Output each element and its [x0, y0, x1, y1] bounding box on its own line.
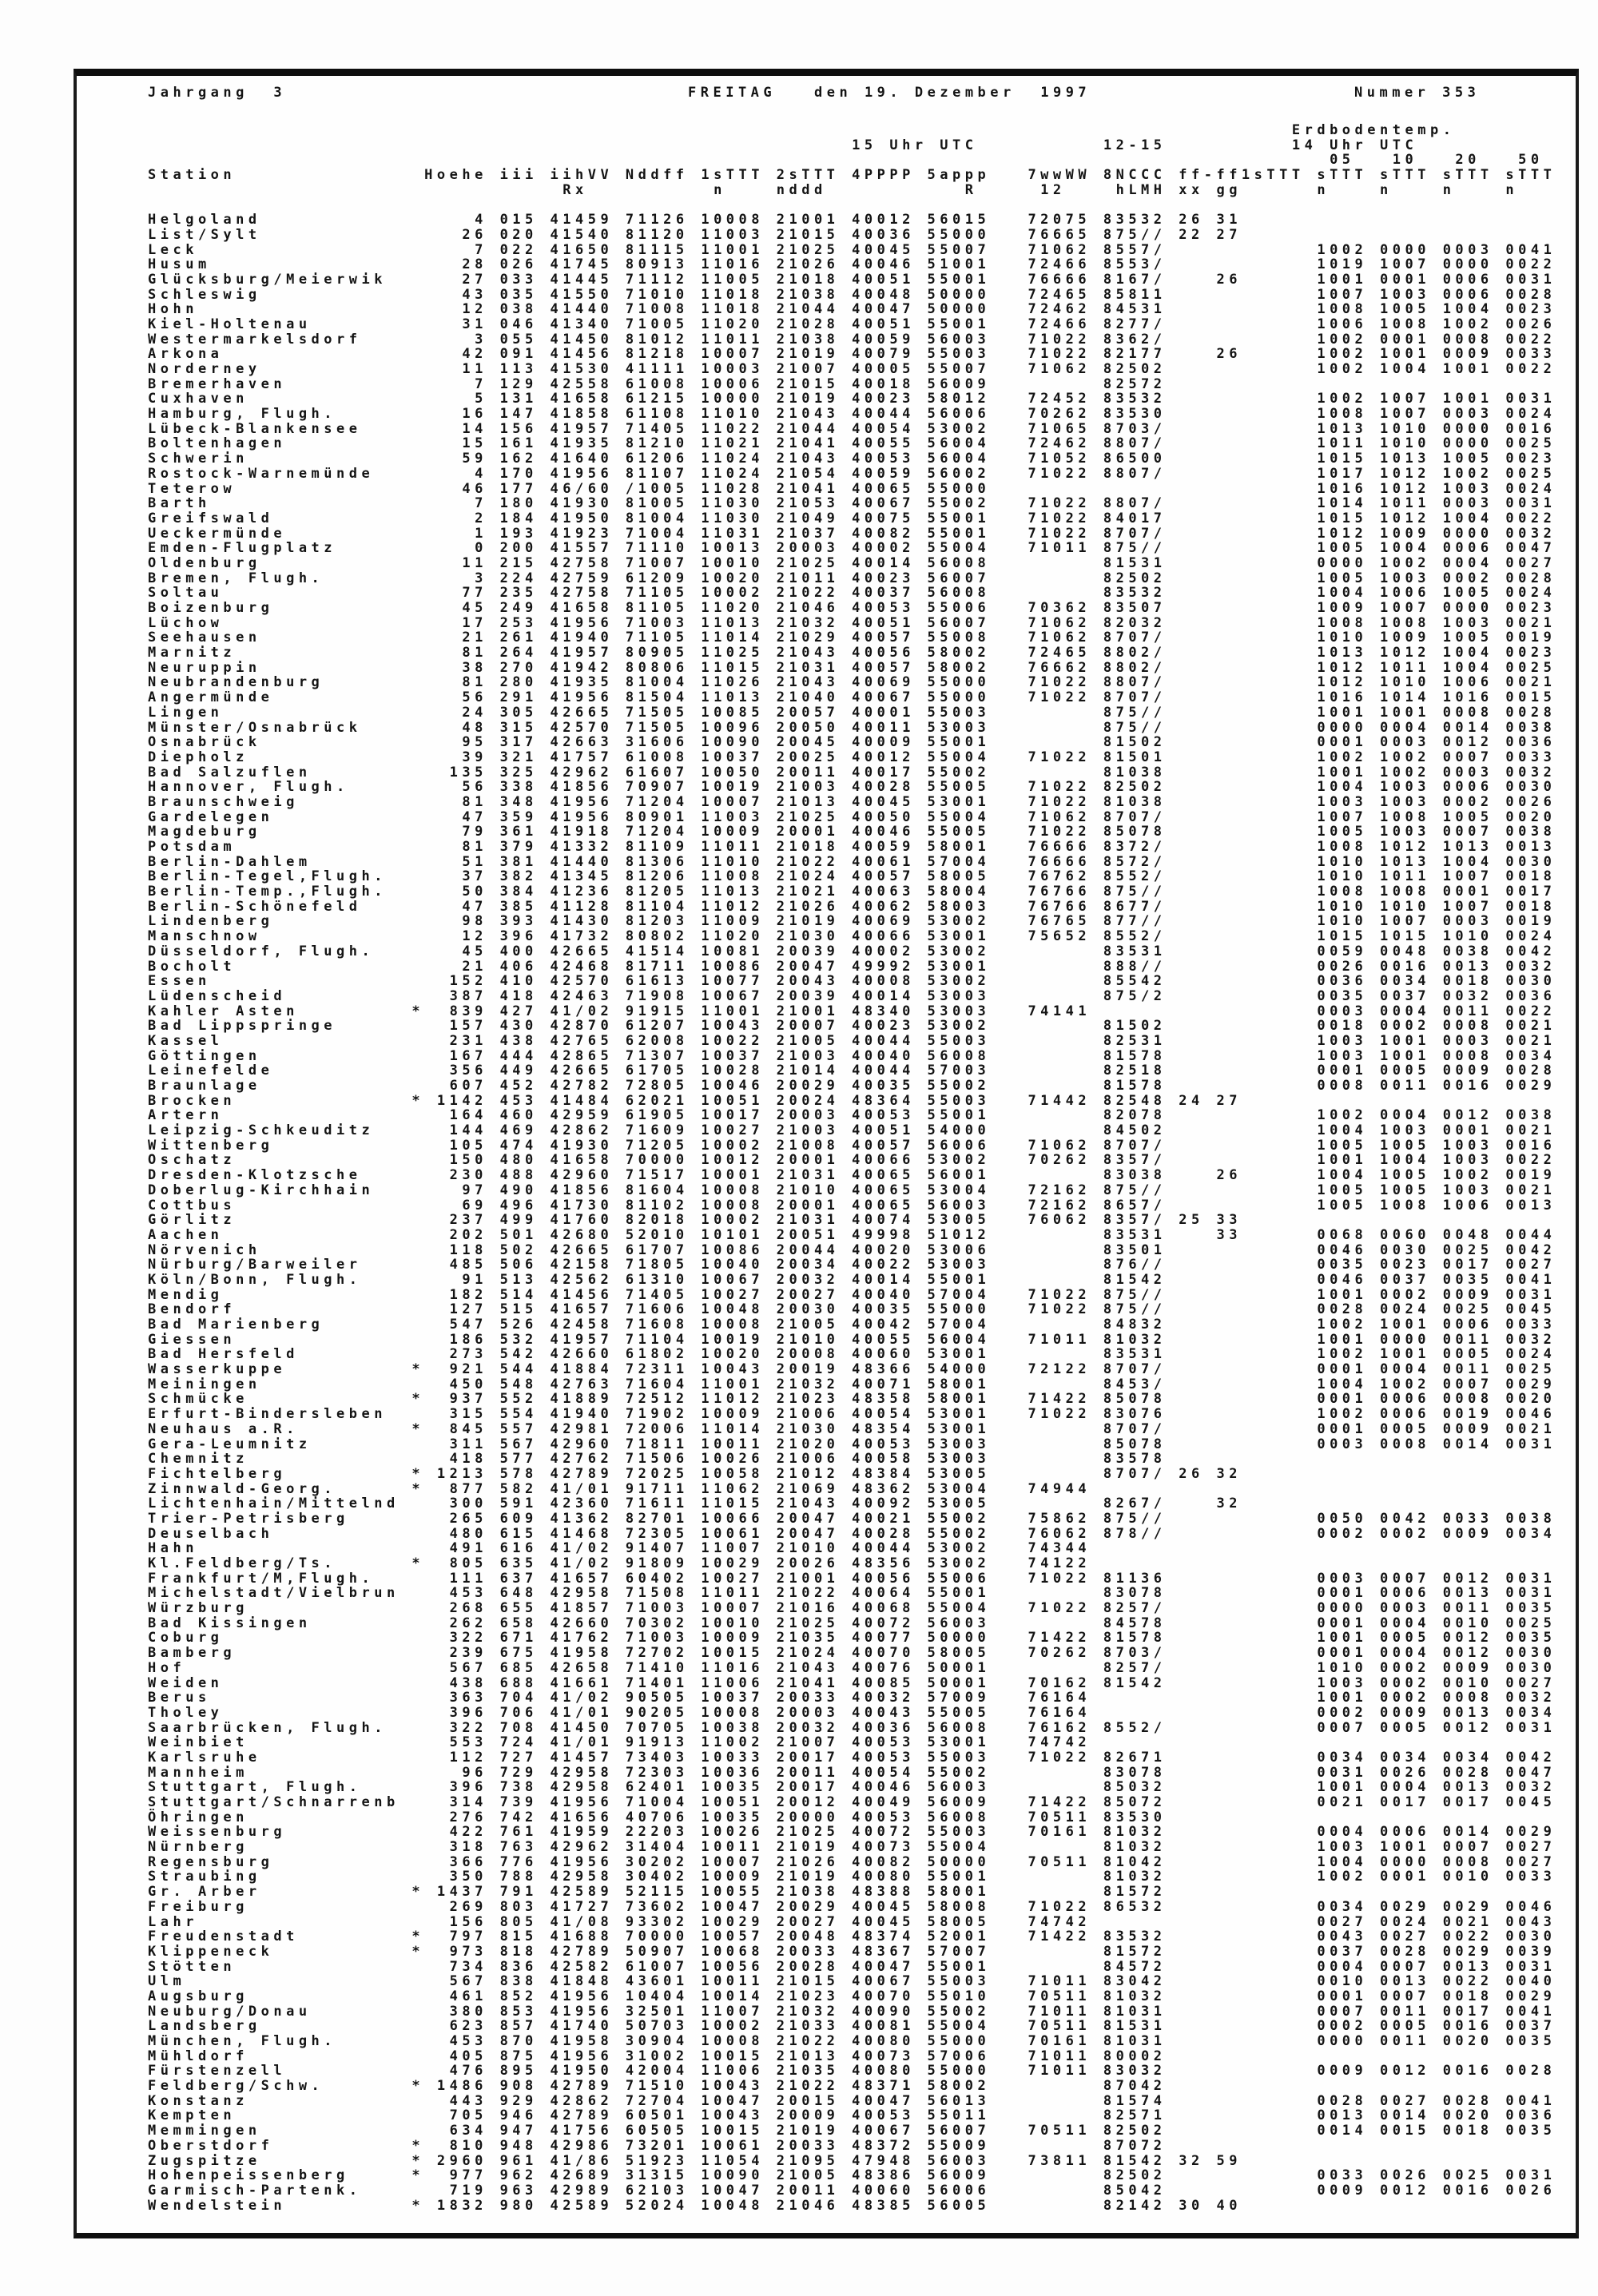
weather-bulletin-sheet	[74, 69, 1579, 2238]
weekday-label: FREITAG	[688, 85, 777, 101]
station-row: Bamberg 239 675 41958 72702 10015 21024 40070 58005 70262 8703/ 0001 0004 0012 0030	[148, 1645, 1556, 1662]
station-row: Lichtenhain/Mittelnd 300 591 42360 71611 11015 21043 40092 53005 8267/ 32	[148, 1496, 1242, 1512]
station-row: Nürburg/Barweiler 485 506 42158 71805 10040 20034 40022 53003 876// 0035 0023 0017 0027	[148, 1257, 1556, 1273]
spacer-row	[148, 197, 1556, 213]
station-row: Bocholt 21 406 42468 81711 10086 20047 49992 53001 888// 0026 0016 0013 0032	[148, 958, 1556, 975]
station-row: Marnitz 81 264 41957 80905 11025 21043 40056 58002 72465 8802/ 1013 1012 1004 0023	[148, 645, 1556, 661]
station-row: Angermünde 56 291 41956 81504 11013 21040 40067 55000 71022 8707/ 1016 1014 1016 0015	[148, 689, 1556, 706]
station-row: Ueckermünde 1 193 41923 71004 11031 21037 40082 55001 71022 8707/ 1012 1009 0000 0032	[148, 525, 1556, 542]
station-row: Würzburg 268 655 41857 71003 10007 21016 40068 55004 71022 8257/ 0000 0003 0011 0035	[148, 1600, 1556, 1617]
station-row: Neuhaus a.R. * 845 557 42981 72006 11014 21030 48354 53001 8707/ 0001 0005 0009 0021	[148, 1420, 1556, 1437]
station-row: Berus 363 704 41/02 90505 10037 20033 40032 57009 76164 1001 0002 0008 0032	[148, 1690, 1556, 1706]
station-row: Manschnow 12 396 41732 80802 11020 21030 40066 53001 75652 8552/ 1015 1015 1010 0024	[148, 928, 1556, 945]
masthead	[148, 85, 1586, 103]
station-row: Fichtelberg * 1213 578 42789 72025 10058 21012 48384 53005 8707/ 26 32	[148, 1465, 1242, 1482]
station-row: Gera-Leumnitz 311 567 42960 71811 10011 21020 40053 53003 85078 0003 0008 0014 0031	[148, 1436, 1556, 1452]
station-row: Artern 164 460 42959 61905 10017 20003 40053 55001 82078 1002 0004 0012 0038	[148, 1107, 1556, 1124]
station-row: Nürnberg 318 763 42962 31404 10011 21019 40073 55004 81032 1003 1001 0007 0027	[148, 1839, 1556, 1856]
station-row: Wittenberg 105 474 41930 71205 10002 21008 40057 56006 71062 8707/ 1005 1005 1003 0016	[148, 1137, 1556, 1154]
station-row: Teterow 46 177 46/60 /1005 11028 21041 40065 55000 1016 1012 1003 0024	[148, 480, 1556, 497]
station-row: Boizenburg 45 249 41658 81105 11020 21046 40053 55006 70362 83507 1009 1007 0000 0023	[148, 600, 1556, 616]
station-row: Düsseldorf, Flugh. 45 400 42665 41514 10081 20039 40002 53002 83531 0059 0048 0038 0042	[148, 943, 1556, 959]
station-row: Braunschweig 81 348 41956 71204 10007 21013 40045 53001 71022 81038 1003 1003 0002 0026	[148, 793, 1556, 810]
station-row: Hahn 491 616 41/02 91407 11007 21010 40044 53002 74344	[148, 1540, 1091, 1557]
station-row: Fürstenzell 476 895 41950 42004 11006 21035 40080 55000 71011 83032 0009 0012 0016 0028	[148, 2063, 1556, 2080]
station-row: Bad Hersfeld 273 542 42660 61802 10020 20008 40060 53001 83531 1002 1001 0005 0024	[148, 1346, 1556, 1363]
column-subheader-row: Rx n nddd R 12 hLMH xx gg n n n n	[148, 181, 1519, 198]
station-row: Feldberg/Schw. * 1486 908 42789 71510 10043 21022 48371 58002 87042	[148, 2078, 1167, 2095]
station-row: Helgoland 4 015 41459 71126 10008 21001 40012 56015 72075 83532 26 31	[148, 212, 1242, 228]
station-row: Cuxhaven 5 131 41658 61215 10000 21019 40023 58012 72452 83532 1002 1007 1001 0031	[148, 391, 1556, 407]
station-row: Oldenburg 11 215 42758 71007 10010 21025 40014 56008 81531 0000 1002 0004 0027	[148, 554, 1556, 571]
station-row: Hohenpeissenberg * 977 962 42689 31315 10090 21005 48386 56009 82502 0033 0026 0025 0031	[148, 2167, 1556, 2184]
station-row: Osnabrück 95 317 42663 31606 10090 20045 40009 55001 81502 0001 0003 0012 0036	[148, 734, 1556, 751]
station-row: Lingen 24 305 42665 71505 10085 20057 40001 55003 875// 1001 1001 0008 0028	[148, 704, 1556, 721]
station-row: Göttingen 167 444 42865 71307 10037 21003 40040 56008 81578 1003 1001 0008 0034	[148, 1047, 1556, 1064]
station-row: Neuburg/Donau 380 853 41956 32501 11007 21032 40090 55002 71011 81031 0007 0011 0017 0041	[148, 2003, 1556, 2020]
station-row: München, Flugh. 453 870 41958 30904 10008 21022 40080 55000 70161 81031 0000 0011 0020 0035	[148, 2033, 1556, 2049]
station-row: Neubrandenburg 81 280 41935 81004 11026 21043 40069 55000 71022 8807/ 1012 1010 1006 0021	[148, 674, 1556, 691]
station-row: Hamburg, Flugh. 16 147 41858 61108 11010 21043 40044 56006 70262 83530 1008 1007 0003 0024	[148, 406, 1556, 423]
station-row: Deuselbach 480 615 41468 72305 10061 20047 40028 55002 76062 878// 0002 0002 0009 0034	[148, 1525, 1556, 1542]
station-row: Gr. Arber * 1437 791 42589 52115 10055 21038 48388 58001 81572	[148, 1884, 1167, 1901]
station-row: Freiburg 269 803 41727 73602 10047 20029 40045 58008 71022 86532 0034 0029 0029 0046	[148, 1898, 1556, 1915]
station-row: Wasserkuppe * 921 544 41884 72311 10043 20019 48366 54000 72122 8707/ 0001 0004 0011 0025	[148, 1361, 1556, 1378]
station-row: Hof 567 685 42658 71410 11016 21043 40076 50001 8257/ 1010 0002 0009 0030	[148, 1659, 1556, 1676]
station-row: Berlin-Tegel,Flugh. 37 382 41345 81206 11008 21024 40057 58005 76762 8552/ 1010 1011 1007 0018	[148, 868, 1556, 885]
station-row: Karlsruhe 112 727 41457 73403 10033 20017 40053 55003 71022 82671 0034 0034 0034 0042	[148, 1749, 1556, 1766]
station-row: Augsburg 461 852 41956 10404 10014 21023 40070 55010 70511 81032 0001 0007 0018 0029	[148, 1988, 1556, 2004]
station-row: Bad Kissingen 262 658 42660 70302 10010 21025 40072 56003 84578 0001 0004 0010 0025	[148, 1615, 1556, 1631]
station-row: Hannover, Flugh. 56 338 41856 70907 10019 21003 40028 55005 71022 82502 1004 1003 0006 0030	[148, 779, 1556, 796]
station-row: Dresden-Klotzsche 230 488 42960 71517 10001 21031 40065 56001 83038 26 1004 1005 1002 0019	[148, 1167, 1556, 1184]
station-row: Memmingen 634 947 41756 60505 10015 21019 40067 56007 70511 82502 0014 0015 0018 0035	[148, 2123, 1556, 2139]
station-row: Weiden 438 688 41661 71401 11006 21041 40085 50001 70162 81542 1003 0002 0010 0027	[148, 1674, 1556, 1691]
station-row: Leinefelde 356 449 42665 61705 10028 21014 40044 57003 82518 0001 0005 0009 0028	[148, 1063, 1556, 1079]
station-row: Lahr 156 805 41/08 93302 10029 20027 40045 58005 74742 0027 0024 0021 0043	[148, 1913, 1556, 1930]
station-row: Görlitz 237 499 41760 82018 10002 21031 40074 53005 76062 8357/ 25 33	[148, 1212, 1242, 1229]
station-row: Wendelstein * 1832 980 42589 52024 10048 21046 48385 56005 82142 30 40	[148, 2197, 1242, 2214]
station-row: Arkona 42 091 41456 81218 10007 21019 40079 55003 71022 82177 26 1002 1001 0009 0033	[148, 346, 1556, 363]
station-row: Kiel-Holtenau 31 046 41340 71005 11020 21028 40051 55001 72466 8277/ 1006 1008 1002 0026	[148, 316, 1556, 332]
date-label: den 19. Dezember 1997	[814, 85, 1091, 101]
station-row: Landsberg 623 857 41740 50703 10002 21033 40081 55004 70511 81531 0002 0005 0016 0037	[148, 2018, 1556, 2035]
station-row: Hohn 12 038 41440 71008 11018 21044 40047 50000 72462 84531 1008 1005 1004 0023	[148, 301, 1556, 318]
station-row: Chemnitz 418 577 42762 71506 10026 21006 40058 53003 83578	[148, 1451, 1167, 1468]
station-row: Mendig 182 514 41456 71405 10027 20027 40040 57004 71022 875// 1001 0002 0009 0031	[148, 1286, 1556, 1303]
station-row: Magdeburg 79 361 41918 71204 10009 20001 40046 55005 71022 85078 1005 1003 0007 0038	[148, 824, 1556, 840]
station-row: Braunlage 607 452 42782 72805 10046 20029 40035 55002 81578 0008 0011 0016 0029	[148, 1078, 1556, 1094]
station-row: Trier-Petrisberg 265 609 41362 82701 10066 20047 40021 55002 75862 875// 0050 0042 0033 0038	[148, 1510, 1556, 1527]
station-row: Brocken * 1142 453 41484 62021 10051 20024 48364 55003 71442 82548 24 27	[148, 1092, 1242, 1109]
station-row: Lüchow 17 253 41956 71003 11013 21032 40051 56007 71062 82032 1008 1008 1003 0021	[148, 614, 1556, 631]
station-row: Zugspitze * 2960 961 41/86 51923 11054 21095 47948 56003 73811 81542 32 59	[148, 2152, 1242, 2169]
station-row: Öhringen 276 742 41656 40706 10035 20000 40053 56008 70511 83530	[148, 1809, 1167, 1825]
station-row: Giessen 186 532 41957 71104 10019 21010 40055 56004 71011 81032 1001 0000 0011 0032	[148, 1331, 1556, 1348]
column-header-row: Station Hoehe iii iihVV Nddff 1sTTT 2sTTT 4PPPP 5appp 7wwWW 8NCCC ff-ff1sTTT sTTT sTTT sTTT sTTT	[148, 167, 1556, 184]
station-row: Stuttgart, Flugh. 396 738 42958 62401 10035 20017 40046 56003 85032 1001 0004 0013 0032	[148, 1779, 1556, 1796]
station-row: Seehausen 21 261 41940 71105 11014 21029 40057 55008 71062 8707/ 1010 1009 1005 0019	[148, 630, 1556, 646]
station-row: Norderney 11 113 41530 41111 10003 21007 40005 55007 71062 82502 1002 1004 1001 0022	[148, 361, 1556, 377]
station-row: Aachen 202 501 42680 52010 10101 20051 49998 51012 83531 33 0068 0060 0048 0044	[148, 1226, 1556, 1243]
station-row: Klippeneck * 973 818 42789 50907 10068 20033 48367 57007 81572 0037 0028 0029 0039	[148, 1943, 1556, 1960]
station-row: Bendorf 127 515 41657 71606 10048 20030 40035 55000 71022 875// 0028 0024 0025 0045	[148, 1301, 1556, 1318]
station-row: Michelstadt/Vielbrun 453 648 42958 71508 11011 21022 40064 55001 83078 0001 0006 0013 0031	[148, 1585, 1556, 1602]
station-row: Regensburg 366 776 41956 30202 10007 21026 40082 50000 70511 81042 1004 0000 0008 0027	[148, 1853, 1556, 1870]
station-row: Lindenberg 98 393 41430 81203 11009 21019 40069 53002 76765 877// 1010 1007 0003 0019	[148, 913, 1556, 930]
station-row: Mühldorf 405 875 41956 31002 10015 21013 40073 57006 71011 80002	[148, 2048, 1167, 2064]
station-row: Zinnwald-Georg. * 877 582 41/01 91711 11062 21069 48362 53004 74944	[148, 1480, 1091, 1497]
station-row: Saarbrücken, Flugh. 322 708 41450 70705 10038 20032 40036 56008 76162 8552/ 0007 0005 0012 0031	[148, 1719, 1556, 1736]
volume-label: Jahrgang 3	[148, 85, 287, 101]
station-row: Mannheim 96 729 42958 72303 10036 20011 40054 55002 83078 0031 0026 0028 0047	[148, 1764, 1556, 1781]
station-row: Berlin-Schönefeld 47 385 41128 81104 11012 21026 40062 58003 76766 8677/ 1010 1010 1007 0018	[148, 898, 1556, 915]
station-row: Nörvenich 118 502 42665 61707 10086 20044 40020 53006 83501 0046 0030 0025 0042	[148, 1241, 1556, 1258]
station-row: Leck 7 022 41650 81115 11001 21025 40045 55007 71062 8557/ 1002 0000 0003 0041	[148, 241, 1556, 258]
station-row: Ulm 567 838 41848 43601 10011 21015 40067 55003 71011 83042 0010 0013 0022 0040	[148, 1973, 1556, 1990]
soil-depth-header-row: 05 10 20 50	[148, 152, 1544, 169]
station-row: Kl.Feldberg/Ts. * 805 635 41/02 91809 10029 20026 48356 53002 74122	[148, 1555, 1091, 1571]
station-table	[148, 123, 1556, 2213]
station-row: Neuruppin 38 270 41942 80806 11015 21031 40057 58002 76662 8802/ 1012 1011 1004 0025	[148, 659, 1556, 676]
station-row: Bad Salzuflen 135 325 42962 61607 10050 20011 40017 55002 81038 1001 1002 0003 0032	[148, 764, 1556, 781]
station-row: Bremerhaven 7 129 42558 61008 10006 21015 40018 56009 82572	[148, 375, 1167, 392]
station-row: Coburg 322 671 41762 71003 10009 21035 40077 50000 71422 81578 1001 0005 0012 0035	[148, 1630, 1556, 1647]
station-row: Greifswald 2 184 41950 81004 11030 21049 40075 55001 71022 84017 1015 1012 1004 0022	[148, 510, 1556, 526]
station-row: Berlin-Dahlem 51 381 41440 81306 11010 21022 40061 57004 76666 8572/ 1010 1013 1004 0030	[148, 853, 1556, 870]
station-row: Westermarkelsdorf 3 055 41450 81012 11011 21038 40059 56003 71022 8362/ 1002 0001 0008 0022	[148, 331, 1556, 348]
station-row: Schmücke * 937 552 41889 72512 11012 21023 48358 58001 71422 85078 0001 0006 0008 0020	[148, 1391, 1556, 1408]
station-row: Konstanz 443 929 42862 72704 10047 20015 40047 56013 81574 0028 0027 0028 0041	[148, 2092, 1556, 2109]
station-row: Bad Marienberg 547 526 42458 71608 10008 21005 40042 57004 84832 1002 1001 0006 0033	[148, 1317, 1556, 1333]
station-row: Rostock-Warnemünde 4 170 41956 81107 11024 21054 40059 56002 71022 8807/ 1017 1012 1002 0025	[148, 465, 1556, 482]
station-row: Schleswig 43 035 41550 71010 11018 21038 40048 50000 72465 85811 1007 1003 0006 0028	[148, 286, 1556, 303]
station-row: Boltenhagen 15 161 41935 81210 11021 21041 40055 56004 72462 8807/ 1011 1010 0000 0025	[148, 435, 1556, 452]
station-row: Gardelegen 47 359 41956 80901 11003 21025 40050 55004 71062 8707/ 1007 1008 1005 0020	[148, 808, 1556, 825]
station-row: Meiningen 450 548 42763 71604 11001 21032 40071 58001 8453/ 1004 1002 0007 0029	[148, 1376, 1556, 1392]
issue-number: Nummer 353	[1354, 85, 1481, 101]
station-row: Cottbus 69 496 41730 81102 10008 20001 40065 56003 72162 8657/ 1005 1008 1006 0013	[148, 1197, 1556, 1214]
station-row: Bad Lippspringe 157 430 42870 61207 10043 20007 40023 53002 81502 0018 0002 0008 0021	[148, 1018, 1556, 1035]
station-row: Garmisch-Partenk. 719 963 42989 62103 10047 20011 40060 56006 85042 0009 0012 0016 0026	[148, 2182, 1556, 2199]
station-row: Frankfurt/M,Flugh. 111 637 41657 60402 10027 21001 40056 55006 71022 81136 0003 0007 0012 0031	[148, 1570, 1556, 1587]
station-row: Erfurt-Bindersleben 315 554 41940 71902 10009 21006 40054 53001 71022 83076 1002 0006 0019 0046	[148, 1406, 1556, 1423]
station-row: Soltau 77 235 42758 71105 10002 21022 40037 56008 83532 1004 1006 1005 0024	[148, 585, 1556, 602]
station-row: Schwerin 59 162 41640 61206 11024 21043 40053 56004 71052 86500 1015 1013 1005 0023	[148, 451, 1556, 467]
station-row: Essen 152 410 42570 61613 10077 20043 40008 53002 85542 0036 0034 0018 0030	[148, 973, 1556, 990]
station-row: Münster/Osnabrück 48 315 42570 71505 10096 20050 40011 53003 875// 0000 0004 0014 0038	[148, 719, 1556, 736]
station-row: Barth 7 180 41930 81005 11030 21053 40067 55002 71022 8807/ 1014 1011 0003 0031	[148, 495, 1556, 512]
station-row: Husum 28 026 41745 80913 11016 21026 40046 51001 72466 8553/ 1019 1007 0000 0022	[148, 256, 1556, 273]
station-row: Berlin-Temp.,Flugh. 50 384 41236 81205 11013 21021 40063 58004 76766 875// 1008 1008 0001 0017	[148, 884, 1556, 900]
station-row: Freudenstadt * 797 815 41688 70000 10057 20048 48374 52001 71422 83532 0043 0027 0022 0030	[148, 1929, 1556, 1945]
station-row: Diepholz 39 321 41757 61008 10037 20025 40012 55004 71022 81501 1002 1002 0007 0033	[148, 749, 1556, 765]
station-row: Potsdam 81 379 41332 81109 11011 21018 40059 58001 76666 8372/ 1008 1012 1013 0013	[148, 839, 1556, 855]
station-row: Leipzig-Schkeuditz 144 469 42862 71609 10027 21003 40051 54000 84502 1004 1003 0001 0021	[148, 1122, 1556, 1139]
time-labels-row: 15 Uhr UTC 12-15 14 Uhr UTC	[148, 137, 1418, 153]
station-row: Kahler Asten * 839 427 41/02 91915 11001 21001 48340 53003 74141 0003 0004 0011 0022	[148, 1003, 1556, 1019]
station-row: Weissenburg 422 761 41959 22203 10026 21025 40072 55003 70161 81032 0004 0006 0014 0029	[148, 1824, 1556, 1841]
station-row: Tholey 396 706 41/01 90205 10008 20003 40043 55005 76164 0002 0009 0013 0034	[148, 1704, 1556, 1721]
station-row: Weinbiet 553 724 41/01 91913 11002 21007 40053 53001 74742	[148, 1734, 1091, 1751]
station-row: List/Sylt 26 020 41540 81120 11003 21015 40036 55000 76665 875// 22 27	[148, 226, 1242, 243]
station-row: Kempten 705 946 42789 60501 10043 20009 40053 55011 82571 0013 0014 0020 0036	[148, 2107, 1556, 2124]
station-row: Stuttgart/Schnarrenb 314 739 41956 71004 10051 20012 40049 56009 71422 85072 0021 0017 0017 0045	[148, 1794, 1556, 1810]
station-row: Lübeck-Blankensee 14 156 41957 71405 11022 21044 40054 53002 71065 8703/ 1013 1010 0000 0016	[148, 420, 1556, 437]
station-row: Lüdenscheid 387 418 42463 71908 10067 20039 40014 53003 875/2 0035 0037 0032 0036	[148, 987, 1556, 1004]
station-row: Bremen, Flugh. 3 224 42759 61209 10020 21011 40023 56007 82502 1005 1003 0002 0028	[148, 570, 1556, 586]
station-row: Glücksburg/Meierwik 27 033 41445 71112 11005 21018 40051 55001 76666 8167/ 26 1001 0001 0006 0031	[148, 271, 1556, 288]
station-row: Straubing 350 788 42958 30402 10009 21019 40080 55001 81032 1002 0001 0010 0033	[148, 1869, 1556, 1885]
station-row: Kassel 231 438 42765 62008 10022 21005 40044 55003 82531 1003 1001 0003 0021	[148, 1032, 1556, 1049]
station-row: Emden-Flugplatz 0 200 41557 71110 10013 20003 40002 55004 71011 875// 1005 1004 0006 0047	[148, 540, 1556, 557]
station-row: Oschatz 150 480 41658 70000 10012 20001 40066 53002 70262 8357/ 1001 1004 1003 0022	[148, 1152, 1556, 1169]
station-row: Doberlug-Kirchhain 97 490 41856 81604 10008 21010 40065 53004 72162 875// 1005 1005 1003 0021	[148, 1182, 1556, 1198]
station-row: Oberstdorf * 810 948 42986 73201 10061 20033 48372 55009 87072	[148, 2137, 1167, 2154]
soil-title-row: Erdbodentemp.	[148, 122, 1456, 138]
station-row: Stötten 734 836 42582 61007 10056 20028 40047 55001 84572 0004 0007 0013 0031	[148, 1958, 1556, 1975]
station-row: Köln/Bonn, Flugh. 91 513 42562 61310 10067 20032 40014 55001 81542 0046 0037 0035 0041	[148, 1271, 1556, 1288]
